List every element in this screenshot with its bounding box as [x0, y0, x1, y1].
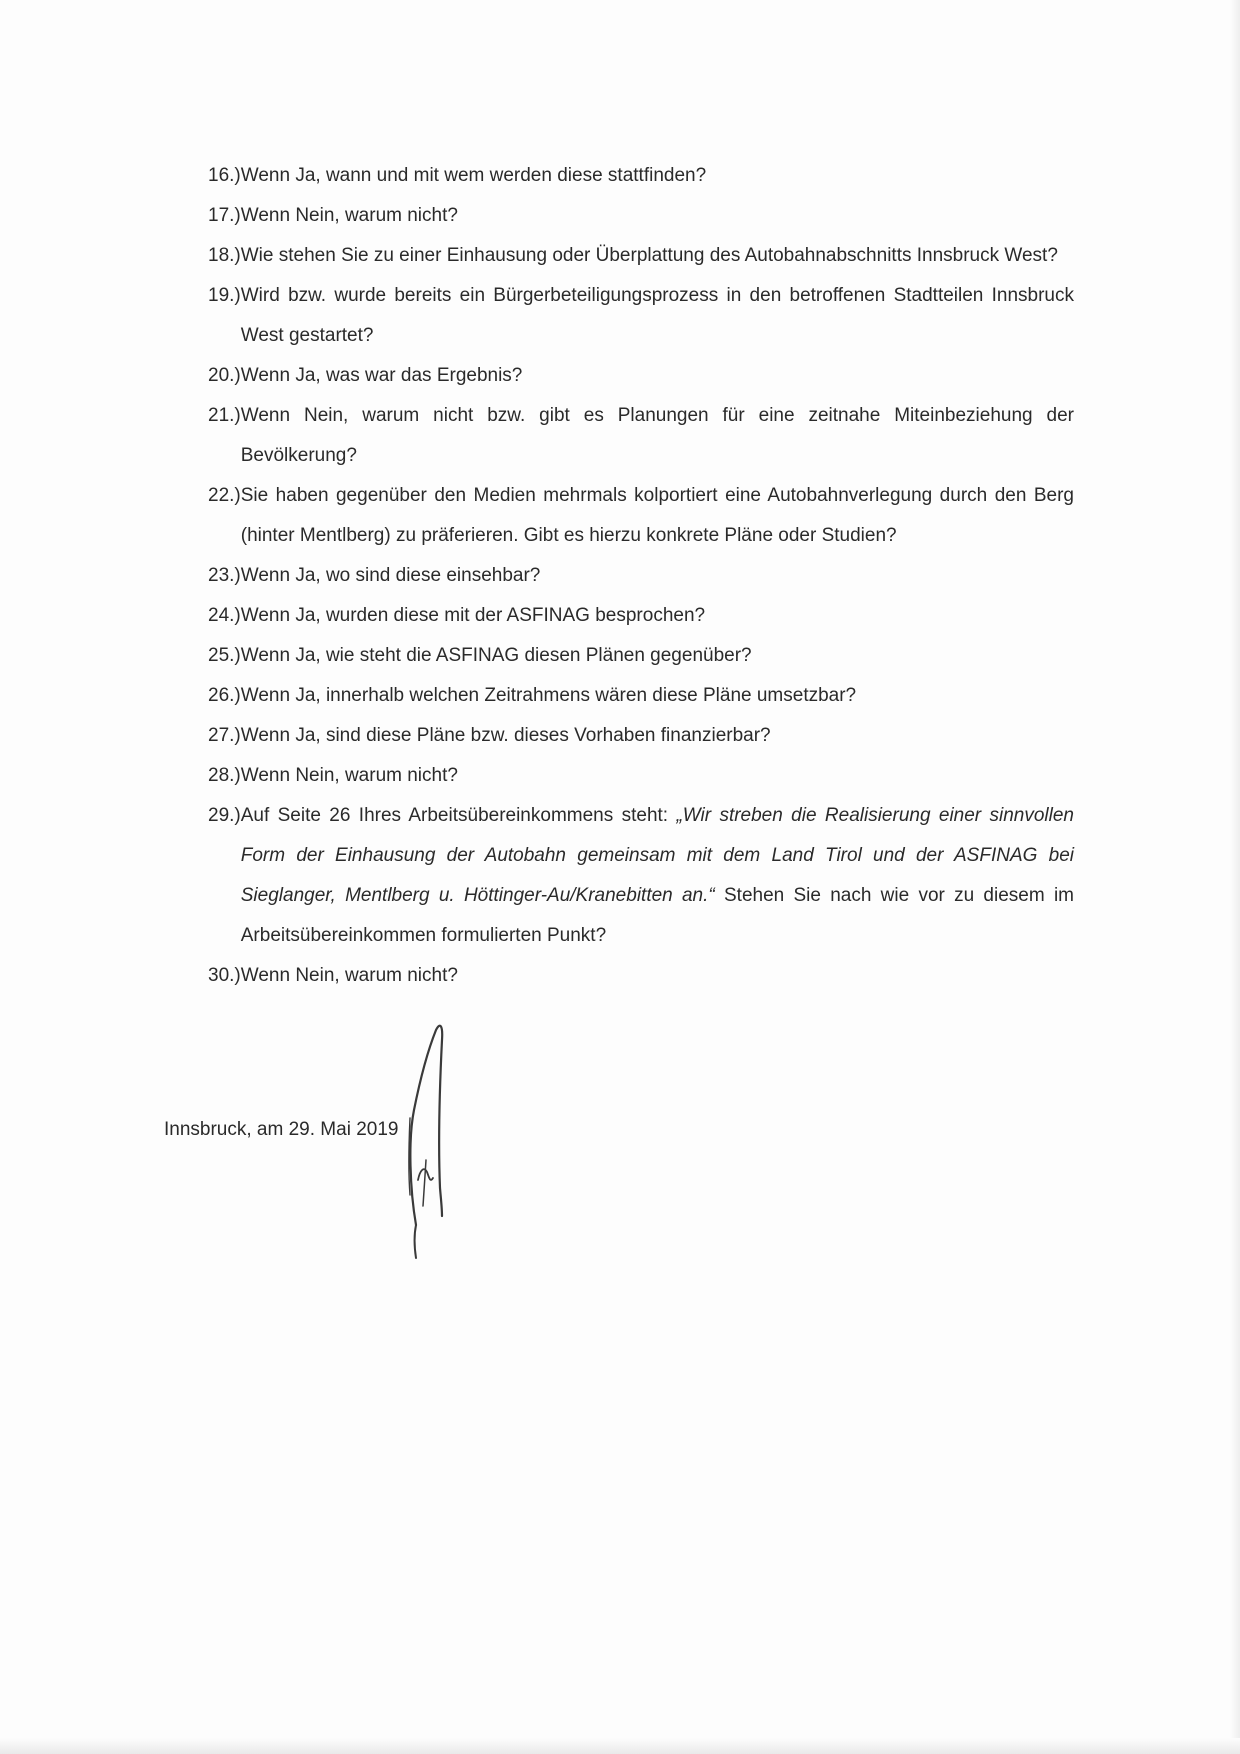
scan-edge [1230, 0, 1240, 1754]
question-23 [208, 556, 1074, 596]
question-number: 24.) [208, 605, 241, 626]
question-text: Wenn Nein, warum nicht bzw. gibt es Planungen für eine zeitnahe Miteinbeziehung der Bevölkerung? [240, 405, 1074, 466]
question-text: Wird bzw. wurde bereits ein Bürgerbeteiligungsprozess in den betroffenen Stadtteilen Innsbruck West gestartet? [240, 285, 1074, 346]
question-number: 30.) [208, 965, 241, 986]
question-number: 26.) [208, 685, 241, 706]
question-text: Wenn Ja, wie steht die ASFINAG diesen Plänen gegenüber? [240, 645, 752, 666]
place-and-date: Innsbruck, am 29. Mai 2019 [164, 1119, 399, 1140]
question-number: 21.) [208, 405, 241, 426]
question-text-followup: Stehen Sie nach wie vor zu diesem im Arbeitsübereinkommen formulierten Punkt? [240, 885, 1074, 946]
question-20 [208, 356, 1074, 396]
question-number: 18.) [208, 245, 241, 266]
question-text: Wenn Nein, warum nicht? [240, 765, 458, 786]
question-text: Wie stehen Sie zu einer Einhausung oder Überplattung des Autobahnabschnitts Innsbruck West? [240, 245, 1058, 266]
question-number: 16.) [208, 165, 241, 186]
question-18 [208, 236, 1074, 276]
question-number: 23.) [208, 565, 241, 586]
question-text: Wenn Nein, warum nicht? [240, 965, 458, 986]
question-22 [208, 476, 1074, 556]
question-number: 27.) [208, 725, 241, 746]
question-26 [208, 676, 1074, 716]
question-text: Wenn Ja, was war das Ergebnis? [240, 365, 523, 386]
question-29 [208, 796, 1074, 956]
question-text: Wenn Ja, wo sind diese einsehbar? [240, 565, 541, 586]
question-number: 28.) [208, 765, 241, 786]
question-25 [208, 636, 1074, 676]
question-21 [208, 396, 1074, 476]
question-text: Wenn Ja, sind diese Pläne bzw. dieses Vorhaben finanzierbar? [240, 725, 771, 746]
question-text: Wenn Ja, wann und mit wem werden diese stattfinden? [240, 165, 707, 186]
question-number: 29.) [208, 805, 241, 826]
scan-edge [0, 1738, 1240, 1754]
question-text: Wenn Ja, innerhalb welchen Zeitrahmens wären diese Pläne umsetzbar? [240, 685, 857, 706]
question-number: 22.) [208, 485, 241, 506]
question-text: Wenn Ja, wurden diese mit der ASFINAG besprochen? [240, 605, 706, 626]
question-number: 20.) [208, 365, 241, 386]
question-16 [208, 156, 1074, 196]
question-24 [208, 596, 1074, 636]
question-text-intro: Auf Seite 26 Ihres Arbeitsübereinkommens steht: [240, 805, 677, 826]
question-text: Wenn Nein, warum nicht? [240, 205, 458, 226]
question-28 [208, 756, 1074, 796]
question-number: 17.) [208, 205, 241, 226]
question-19 [208, 276, 1074, 356]
question-text: Sie haben gegenüber den Medien mehrmals kolportiert eine Autobahnverlegung durch den Berg (hinter Mentlberg) zu präferieren. Gibt es hierzu konkrete Pläne oder Studien? [240, 485, 1074, 546]
question-text [241, 796, 1074, 956]
question-17 [208, 196, 1074, 236]
question-27 [208, 716, 1074, 756]
question-list [208, 156, 1074, 996]
handwritten-signature [380, 1020, 470, 1260]
agreement-quote: „Wir streben die Realisierung einer sinnvollen Form der Einhausung der Autobahn gemeinsam mit dem Land Tirol und der ASFINAG bei Sieglanger, Mentlberg u. Höttinger-Au/Kranebitten an.“ [240, 805, 1074, 906]
question-number: 19.) [208, 285, 241, 306]
question-30 [208, 956, 1074, 996]
question-number: 25.) [208, 645, 241, 666]
